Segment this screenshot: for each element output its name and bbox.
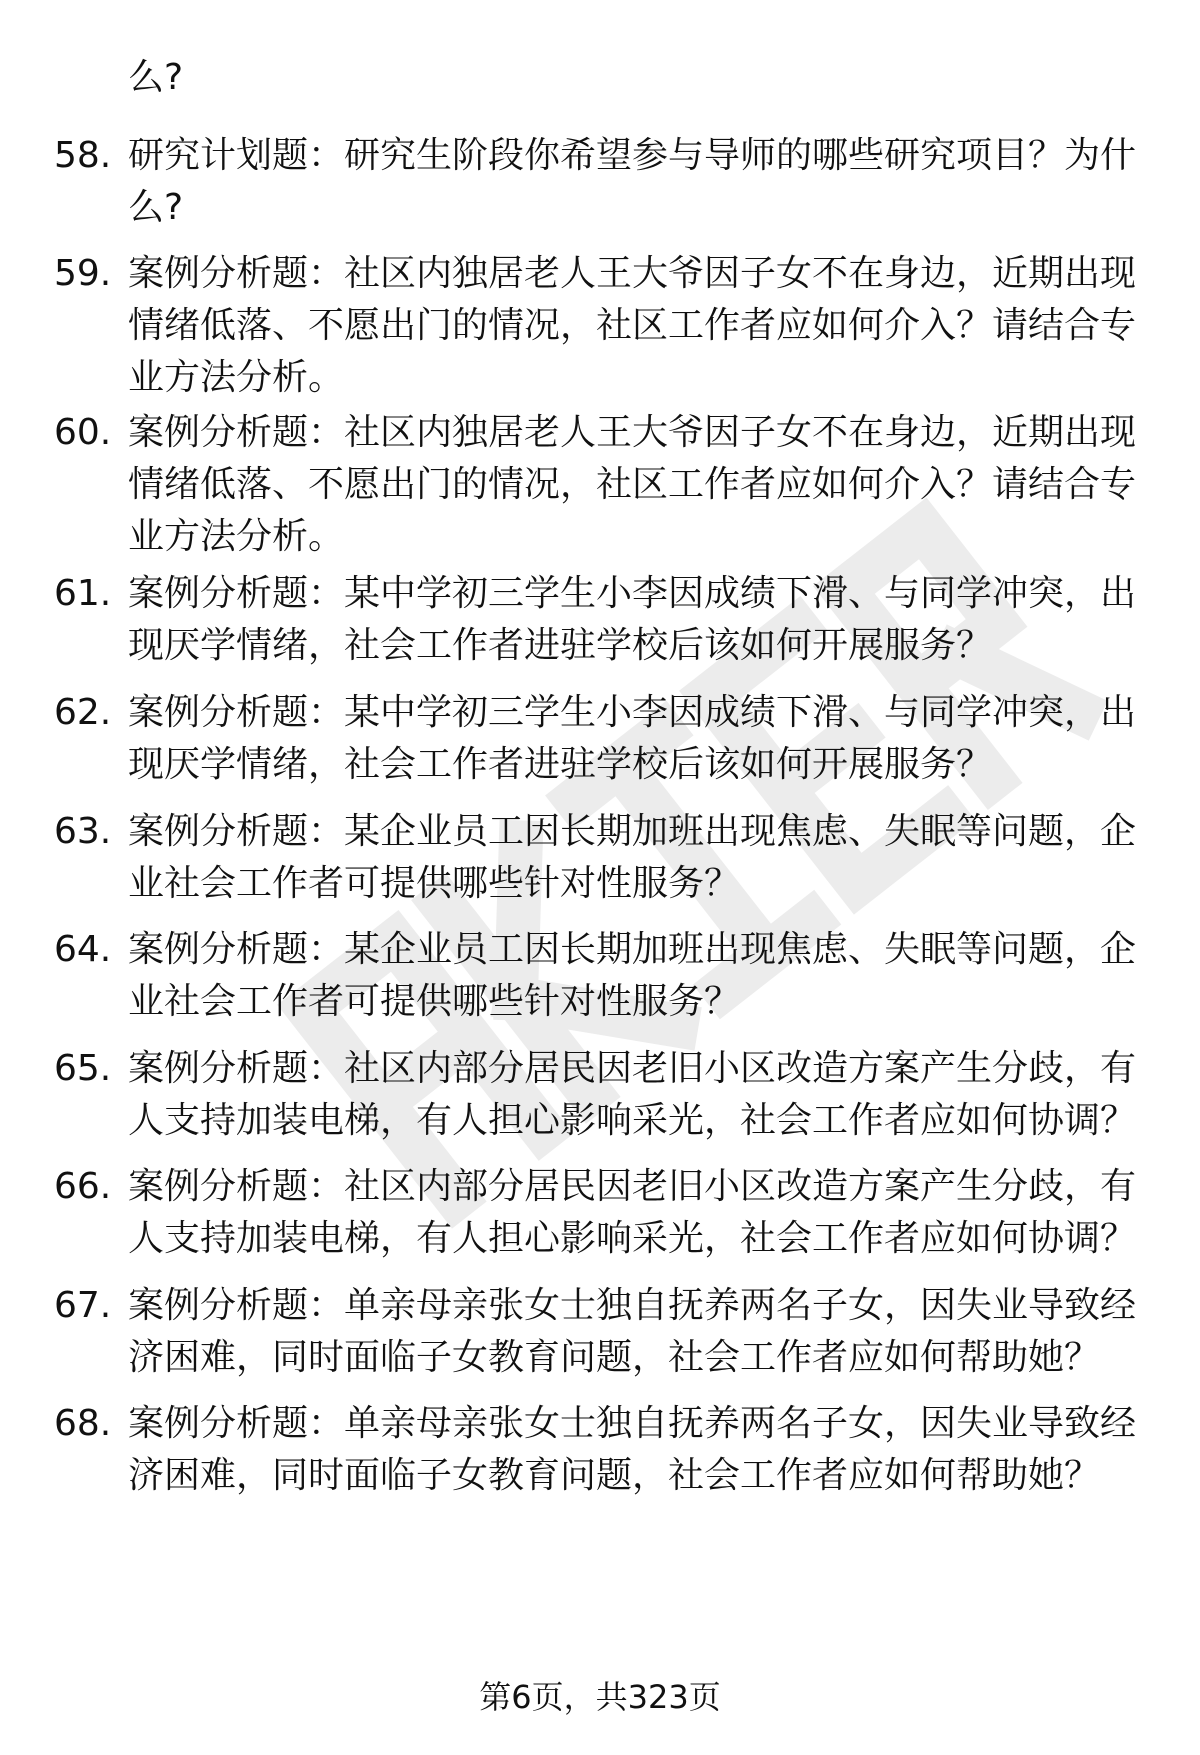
question-text-line: 么? — [128, 187, 184, 228]
question-number: 68. — [54, 1403, 112, 1444]
question-text — [128, 1398, 1168, 1502]
question-text — [128, 130, 1168, 234]
question-text-line: 案例分析题：社区内部分居民因老旧小区改造方案产生分歧，有 — [128, 1048, 1137, 1089]
question-text-line: 案例分析题：某中学初三学生小李因成绩下滑、与同学冲突，出 — [128, 692, 1137, 733]
question-text — [128, 1161, 1168, 1265]
question-number: 63. — [54, 811, 112, 852]
question-text-line: 案例分析题：某中学初三学生小李因成绩下滑、与同学冲突，出 — [128, 573, 1137, 614]
question-text-line: 案例分析题：某企业员工因长期加班出现焦虑、失眠等问题，企 — [128, 811, 1137, 852]
question-text — [128, 248, 1168, 404]
question-number: 66. — [54, 1166, 112, 1207]
continued-text-line: 么? — [128, 57, 184, 98]
question-number: 58. — [54, 135, 112, 176]
question-text — [128, 407, 1168, 563]
question-number: 62. — [54, 692, 112, 733]
question-text-line: 人支持加装电梯，有人担心影响采光，社会工作者应如何协调？ — [128, 1100, 1137, 1141]
question-text — [128, 924, 1168, 1028]
question-text-line: 案例分析题：社区内独居老人王大爷因子女不在身边，近期出现 — [128, 412, 1137, 453]
question-text-line: 情绪低落、不愿出门的情况，社区工作者应如何介入？请结合专 — [128, 305, 1137, 346]
question-text — [128, 1280, 1168, 1384]
question-text-line: 现厌学情绪，社会工作者进驻学校后该如何开展服务？ — [128, 744, 993, 785]
question-text-line: 济困难，同时面临子女教育问题，社会工作者应如何帮助她？ — [128, 1337, 1101, 1378]
question-text-line: 研究计划题：研究生阶段你希望参与导师的哪些研究项目？为什 — [128, 135, 1137, 176]
question-text-line: 业社会工作者可提供哪些针对性服务？ — [128, 863, 741, 904]
page-footer: 第6页，共323页 — [479, 1678, 721, 1716]
question-number: 65. — [54, 1048, 112, 1089]
question-text-line: 案例分析题：某企业员工因长期加班出现焦虑、失眠等问题，企 — [128, 929, 1137, 970]
question-text-line: 现厌学情绪，社会工作者进驻学校后该如何开展服务？ — [128, 625, 993, 666]
question-text-line: 案例分析题：单亲母亲张女士独自抚养两名子女，因失业导致经 — [128, 1403, 1137, 1444]
question-text — [128, 687, 1168, 791]
question-number: 59. — [54, 253, 112, 294]
question-text-line: 人支持加装电梯，有人担心影响采光，社会工作者应如何协调？ — [128, 1218, 1137, 1259]
question-number: 60. — [54, 412, 112, 453]
question-text-line: 案例分析题：社区内部分居民因老旧小区改造方案产生分歧，有 — [128, 1166, 1137, 1207]
question-text-line: 济困难，同时面临子女教育问题，社会工作者应如何帮助她？ — [128, 1455, 1101, 1496]
question-text — [128, 568, 1168, 672]
question-text-line: 业方法分析。 — [128, 516, 345, 557]
question-text-line: 案例分析题：单亲母亲张女士独自抚养两名子女，因失业导致经 — [128, 1285, 1137, 1326]
question-text-line: 业社会工作者可提供哪些针对性服务？ — [128, 981, 741, 1022]
question-number: 67. — [54, 1285, 112, 1326]
question-text — [128, 1043, 1168, 1147]
question-number: 64. — [54, 929, 112, 970]
question-text-line: 业方法分析。 — [128, 357, 345, 398]
question-text-line: 案例分析题：社区内独居老人王大爷因子女不在身边，近期出现 — [128, 253, 1137, 294]
question-text-line: 情绪低落、不愿出门的情况，社区工作者应如何介入？请结合专 — [128, 464, 1137, 505]
question-number: 61. — [54, 573, 112, 614]
question-text — [128, 806, 1168, 910]
